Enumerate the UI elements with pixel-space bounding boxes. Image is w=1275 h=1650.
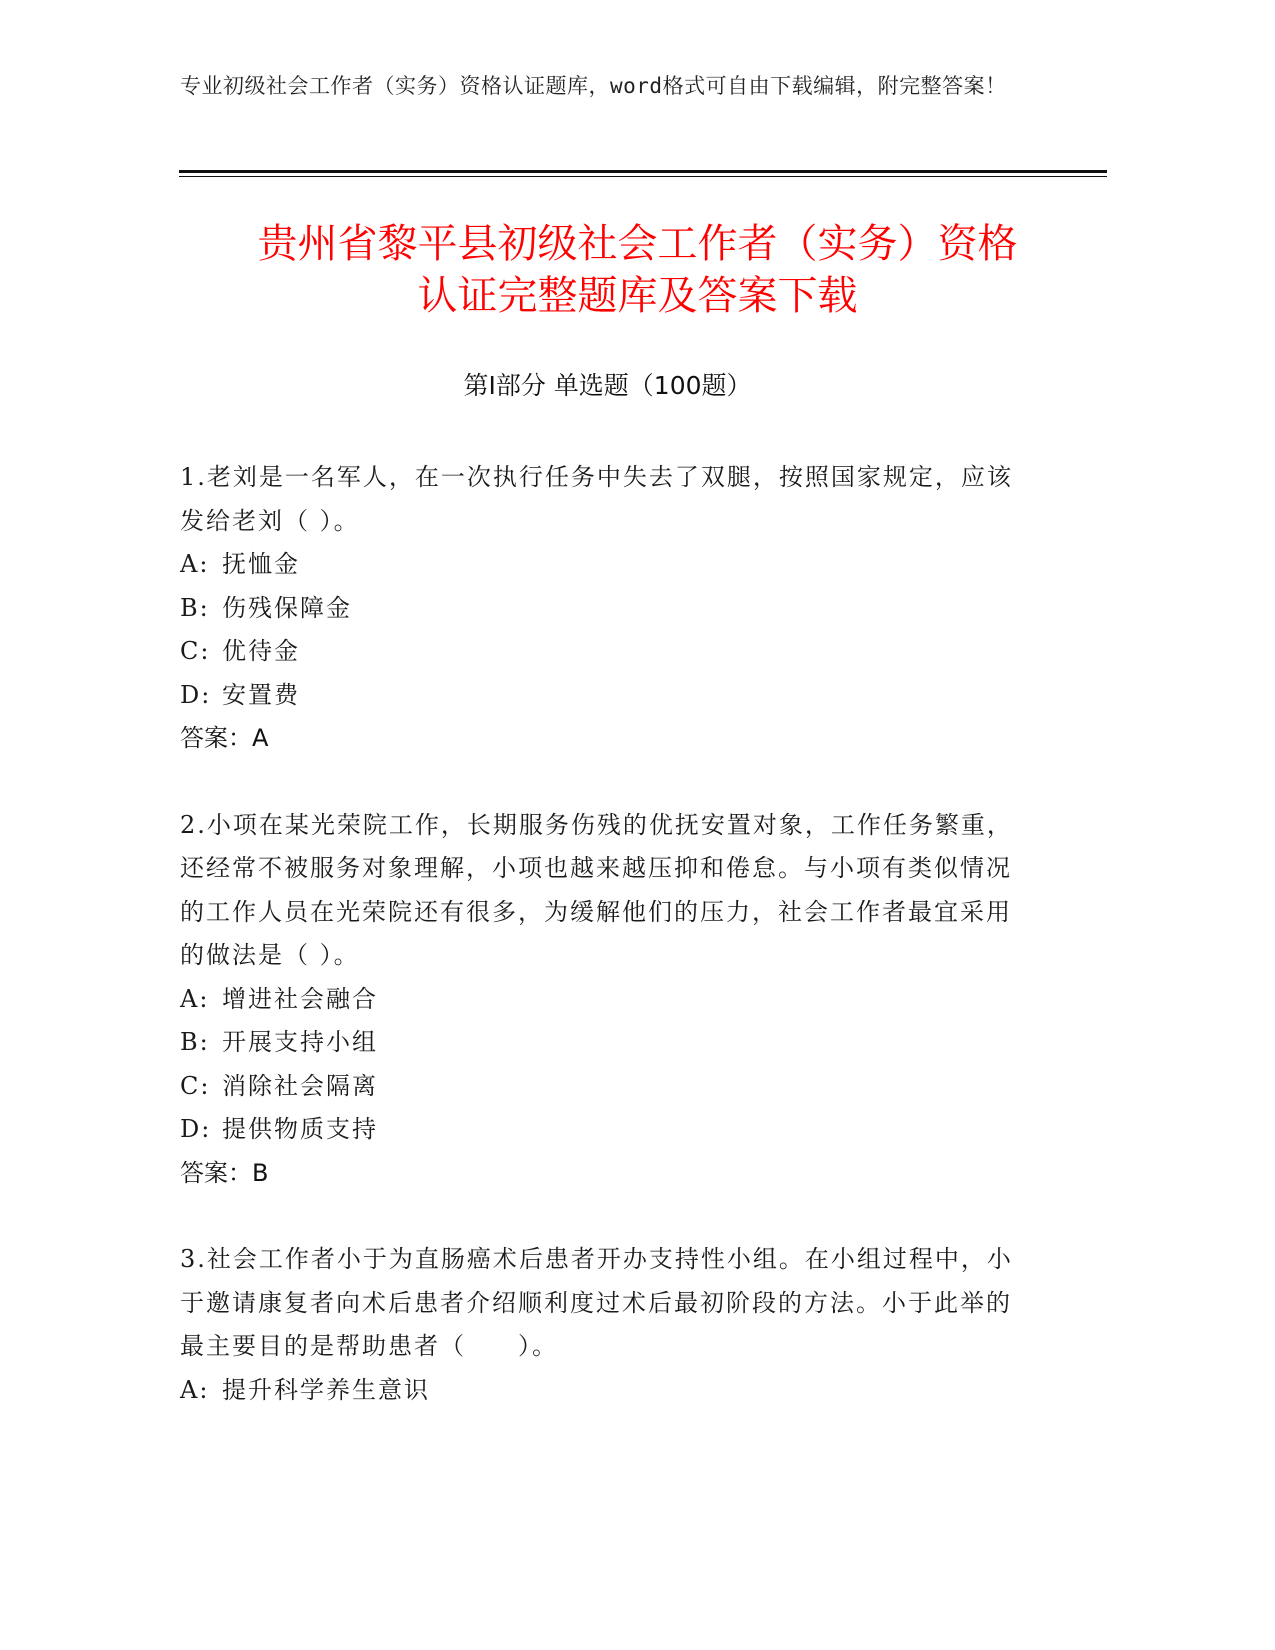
question-spacer (180, 761, 1030, 804)
option-letter: C: (180, 637, 211, 665)
document-title (150, 218, 1125, 322)
option-letter: B: (180, 1028, 210, 1056)
option-letter: D: (180, 1115, 212, 1143)
question-list (180, 456, 1030, 1412)
header-divider-thin (179, 176, 1107, 177)
question-stem: 3.社会工作者小于为直肠癌术后患者开办支持性小组。在小组过程中，小于邀请康复者向术后患者介绍顺利度过术后最初阶段的方法。小于此举的最主要目的是帮助患者（ ）。 (180, 1245, 1013, 1360)
question-stem: 1.老刘是一名军人，在一次执行任务中失去了双腿，按照国家规定，应该发给老刘（ ）。 (180, 463, 1013, 535)
question-option-d (180, 674, 1030, 718)
option-letter: A: (180, 1375, 210, 1404)
option-letter: A: (180, 550, 210, 578)
option-text: 消除社会隔离 (222, 1071, 378, 1100)
header-divider-thick (179, 170, 1107, 173)
question-answer: 答案：B (180, 1158, 269, 1187)
question-option-a (180, 543, 1030, 587)
option-letter: A: (180, 984, 210, 1013)
question-3 (180, 1238, 1030, 1412)
question-option-d (180, 1108, 1030, 1152)
question-2 (180, 804, 1030, 1196)
option-text: 增进社会融合 (222, 984, 378, 1013)
option-text: 优待金 (222, 637, 300, 665)
section-heading: 第I部分 单选题（100题） (463, 371, 752, 400)
question-option-b (180, 587, 1030, 631)
question-option-a (180, 978, 1030, 1022)
question-stem: 2.小项在某光荣院工作，长期服务伤残的优抚安置对象，工作任务繁重，还经常不被服务对象理解，小项也越来越压抑和倦怠。与小项有类似情况的工作人员在光荣院还有很多，为缓解他们的压力，社会工作者最宜采用的做法是（ ）。 (180, 810, 1013, 969)
option-letter: D: (180, 680, 212, 709)
document-title-line-1: 贵州省黎平县初级社会工作者（实务）资格 (257, 221, 1018, 267)
document-title-line-2: 认证完整题库及答案下载 (417, 273, 858, 319)
option-text: 开展支持小组 (222, 1028, 378, 1056)
question-answer: 答案：A (180, 724, 269, 752)
option-text: 安置费 (222, 680, 300, 709)
option-text: 提升科学养生意识 (222, 1375, 430, 1404)
option-letter: C: (180, 1071, 211, 1100)
question-option-b (180, 1021, 1030, 1065)
question-1 (180, 456, 1030, 761)
question-option-c (180, 1065, 1030, 1109)
option-text: 提供物质支持 (222, 1115, 378, 1143)
header-note: 专业初级社会工作者（实务）资格认证题库，word格式可自由下载编辑，附完整答案！ (180, 74, 1007, 98)
question-spacer (180, 1195, 1030, 1238)
question-option-c (180, 630, 1030, 674)
option-letter: B: (180, 593, 210, 622)
question-option-a (180, 1369, 1030, 1413)
option-text: 抚恤金 (222, 550, 300, 578)
option-text: 伤残保障金 (222, 593, 352, 622)
